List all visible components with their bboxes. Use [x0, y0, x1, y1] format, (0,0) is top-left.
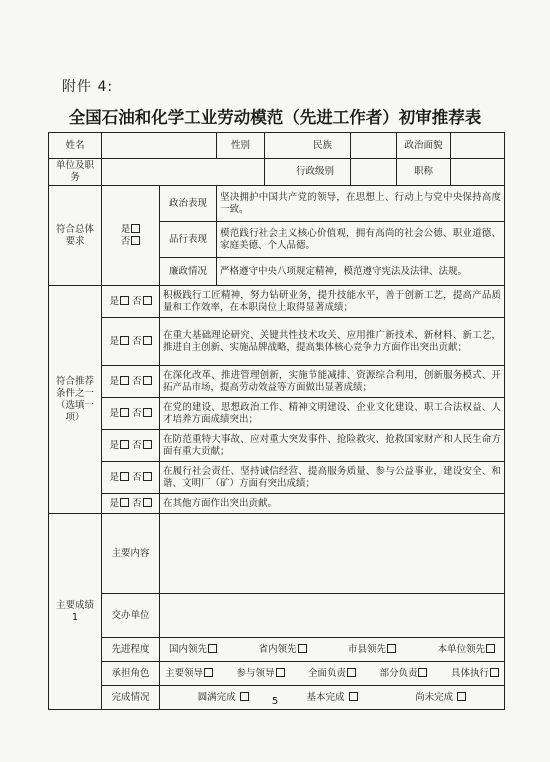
level-label: 先进程度	[102, 638, 160, 662]
checkbox-icon[interactable]	[276, 668, 285, 677]
condition-yes-no[interactable]	[102, 398, 160, 430]
checkbox-icon[interactable]	[204, 668, 213, 677]
name-label: 姓名	[49, 133, 102, 159]
political-label: 政治面貌	[397, 133, 451, 159]
level-option[interactable]: 国内领先	[169, 644, 217, 656]
yes-no-label	[109, 408, 151, 419]
general-item-text: 严格遵守中央八项规定精神，模范遵守宪法及法律、法规。	[217, 258, 505, 286]
assigning-unit-field[interactable]	[160, 594, 505, 638]
checkbox-icon[interactable]	[208, 644, 217, 653]
unit-label: 单位及职务	[49, 159, 102, 186]
condition-text: 积极践行工匠精神，努力钻研业务，提升技能水平，善于创新工艺，提高产品质量和工作效率，在本职岗位上取得显著成绩；	[160, 286, 505, 318]
checkbox-icon[interactable]	[387, 644, 396, 653]
condition-yes-no[interactable]	[102, 366, 160, 398]
name-field[interactable]	[102, 133, 217, 159]
no-label: 否	[132, 335, 142, 347]
no-label: 否	[132, 407, 142, 419]
ethnicity-label: 民族	[313, 140, 333, 151]
assigning-unit-label: 交办单位	[102, 594, 160, 638]
checkbox-icon[interactable]	[143, 296, 152, 305]
checkbox-icon[interactable]	[486, 644, 495, 653]
yes-label: 是	[109, 497, 119, 509]
general-item-name: 品行表现	[160, 222, 217, 258]
condition-text: 在重大基础理论研究、关键共性技术攻关、应用推广新技术、新材料、新工艺，推进自主创新、实施品牌战略，提高集体核心竞争力方面作出突出贡献；	[160, 318, 505, 366]
attachment-label: 附件 4:	[62, 79, 114, 95]
condition-text: 在深化改革、推进管理创新，实施节能减排、资源综合利用，创新服务模式、开拓产品市场，提高劳动效益等方面做出显著成绩；	[160, 366, 505, 398]
admin-level-label: 行政级别	[265, 159, 351, 186]
level-option[interactable]: 省内领先	[258, 644, 306, 656]
checkbox-icon[interactable]	[120, 336, 129, 345]
status-label: 完成情况	[102, 686, 160, 710]
content-label: 主要内容	[102, 514, 160, 594]
condition-yes-no[interactable]	[102, 462, 160, 494]
checkbox-icon[interactable]	[143, 440, 152, 449]
level-option[interactable]: 本单位领先	[437, 644, 495, 656]
role-option[interactable]: 全面负责	[308, 668, 356, 680]
no-label: 否	[132, 375, 142, 387]
role-options	[160, 662, 505, 686]
no-label: 否	[132, 439, 142, 451]
condition-yes-no[interactable]	[102, 494, 160, 514]
general-requirement-label: 符合总体要求	[49, 186, 102, 286]
yes-label: 是	[109, 407, 119, 419]
recommendation-form	[48, 132, 505, 710]
checkbox-icon[interactable]	[120, 440, 129, 449]
condition-yes-no[interactable]	[102, 286, 160, 318]
checkbox-icon[interactable]	[131, 224, 140, 233]
checkbox-icon[interactable]	[143, 336, 152, 345]
checkbox-icon[interactable]	[120, 498, 129, 507]
checkbox-icon[interactable]	[131, 236, 140, 245]
gender-label: 性别	[217, 133, 265, 159]
general-item-text: 坚决拥护中国共产党的领导，在思想上、行动上与党中央保持高度一致。	[217, 186, 505, 222]
yes-label: 是	[109, 295, 119, 307]
general-item-name: 政治表现	[160, 186, 217, 222]
condition-text: 在履行社会责任、坚持诚信经营、提高服务质量、参与公益事业，建设安全、和谐、文明厂（矿）方面有突出成绩；	[160, 462, 505, 494]
general-no-label: 否	[120, 235, 131, 247]
condition-text: 在其他方面作出突出贡献。	[160, 494, 505, 514]
status-option[interactable]: 圆满完成	[198, 692, 249, 704]
yes-no-label	[109, 376, 151, 387]
checkbox-icon[interactable]	[120, 472, 129, 481]
role-option[interactable]: 具体执行	[451, 668, 499, 680]
page-number: 5	[271, 696, 279, 707]
no-label: 否	[132, 497, 142, 509]
conditions-label: 符合推荐条件之一（选填一项）	[49, 286, 102, 514]
yes-label: 是	[109, 471, 119, 483]
general-yes-no[interactable]	[102, 186, 160, 286]
yes-no-label	[109, 440, 151, 451]
achievement-label: 主要成绩 1	[49, 514, 102, 710]
general-yes-label: 是	[120, 223, 131, 235]
yes-no-label	[109, 472, 151, 483]
content-field[interactable]	[160, 514, 505, 594]
checkbox-icon[interactable]	[120, 376, 129, 385]
yes-label: 是	[109, 439, 119, 451]
role-option[interactable]: 参与领导	[236, 668, 284, 680]
political-field[interactable]	[451, 133, 505, 159]
checkbox-icon[interactable]	[418, 668, 427, 677]
yes-no-label	[109, 498, 151, 509]
gender-field[interactable]	[265, 133, 351, 159]
condition-yes-no[interactable]	[102, 430, 160, 462]
role-label: 承担角色	[102, 662, 160, 686]
ethnicity-field[interactable]	[351, 133, 397, 159]
condition-yes-no[interactable]	[102, 318, 160, 366]
general-item-name: 廉政情况	[160, 258, 217, 286]
checkbox-icon[interactable]	[143, 376, 152, 385]
admin-level-field[interactable]	[351, 159, 397, 186]
checkbox-icon[interactable]	[490, 668, 499, 677]
checkbox-icon[interactable]	[143, 498, 152, 507]
role-option[interactable]: 部分负责	[379, 668, 427, 680]
form-title: 全国石油和化学工业劳动模范（先进工作者）初审推荐表	[68, 108, 482, 127]
status-option[interactable]: 尚未完成	[415, 692, 466, 704]
status-option[interactable]: 基本完成	[306, 692, 357, 704]
checkbox-icon[interactable]	[143, 408, 152, 417]
general-item-text: 模范践行社会主义核心价值观，拥有高尚的社会公德、职业道德、家庭美德、个人品德。	[217, 222, 505, 258]
yes-no-label	[109, 336, 151, 347]
yes-no-label	[109, 296, 151, 307]
yes-label: 是	[109, 335, 119, 347]
unit-field[interactable]	[102, 159, 265, 186]
checkbox-icon[interactable]	[298, 644, 307, 653]
role-option[interactable]: 主要领导	[165, 668, 213, 680]
no-label: 否	[132, 295, 142, 307]
no-label: 否	[132, 471, 142, 483]
checkbox-icon[interactable]	[347, 668, 356, 677]
checkbox-icon[interactable]	[120, 408, 129, 417]
title-field[interactable]	[451, 159, 505, 186]
yes-label: 是	[109, 375, 119, 387]
level-options	[160, 638, 505, 662]
level-option[interactable]: 市县领先	[348, 644, 396, 656]
condition-text: 在防范重特大事故、应对重大突发事件、抢险救灾、抢救国家财产和人民生命方面有重大贡献；	[160, 430, 505, 462]
title-label: 职称	[397, 159, 451, 186]
checkbox-icon[interactable]	[143, 472, 152, 481]
checkbox-icon[interactable]	[120, 296, 129, 305]
condition-text: 在党的建设、思想政治工作、精神文明建设、企业文化建设、职工合法权益、人才培养方面成绩突出；	[160, 398, 505, 430]
